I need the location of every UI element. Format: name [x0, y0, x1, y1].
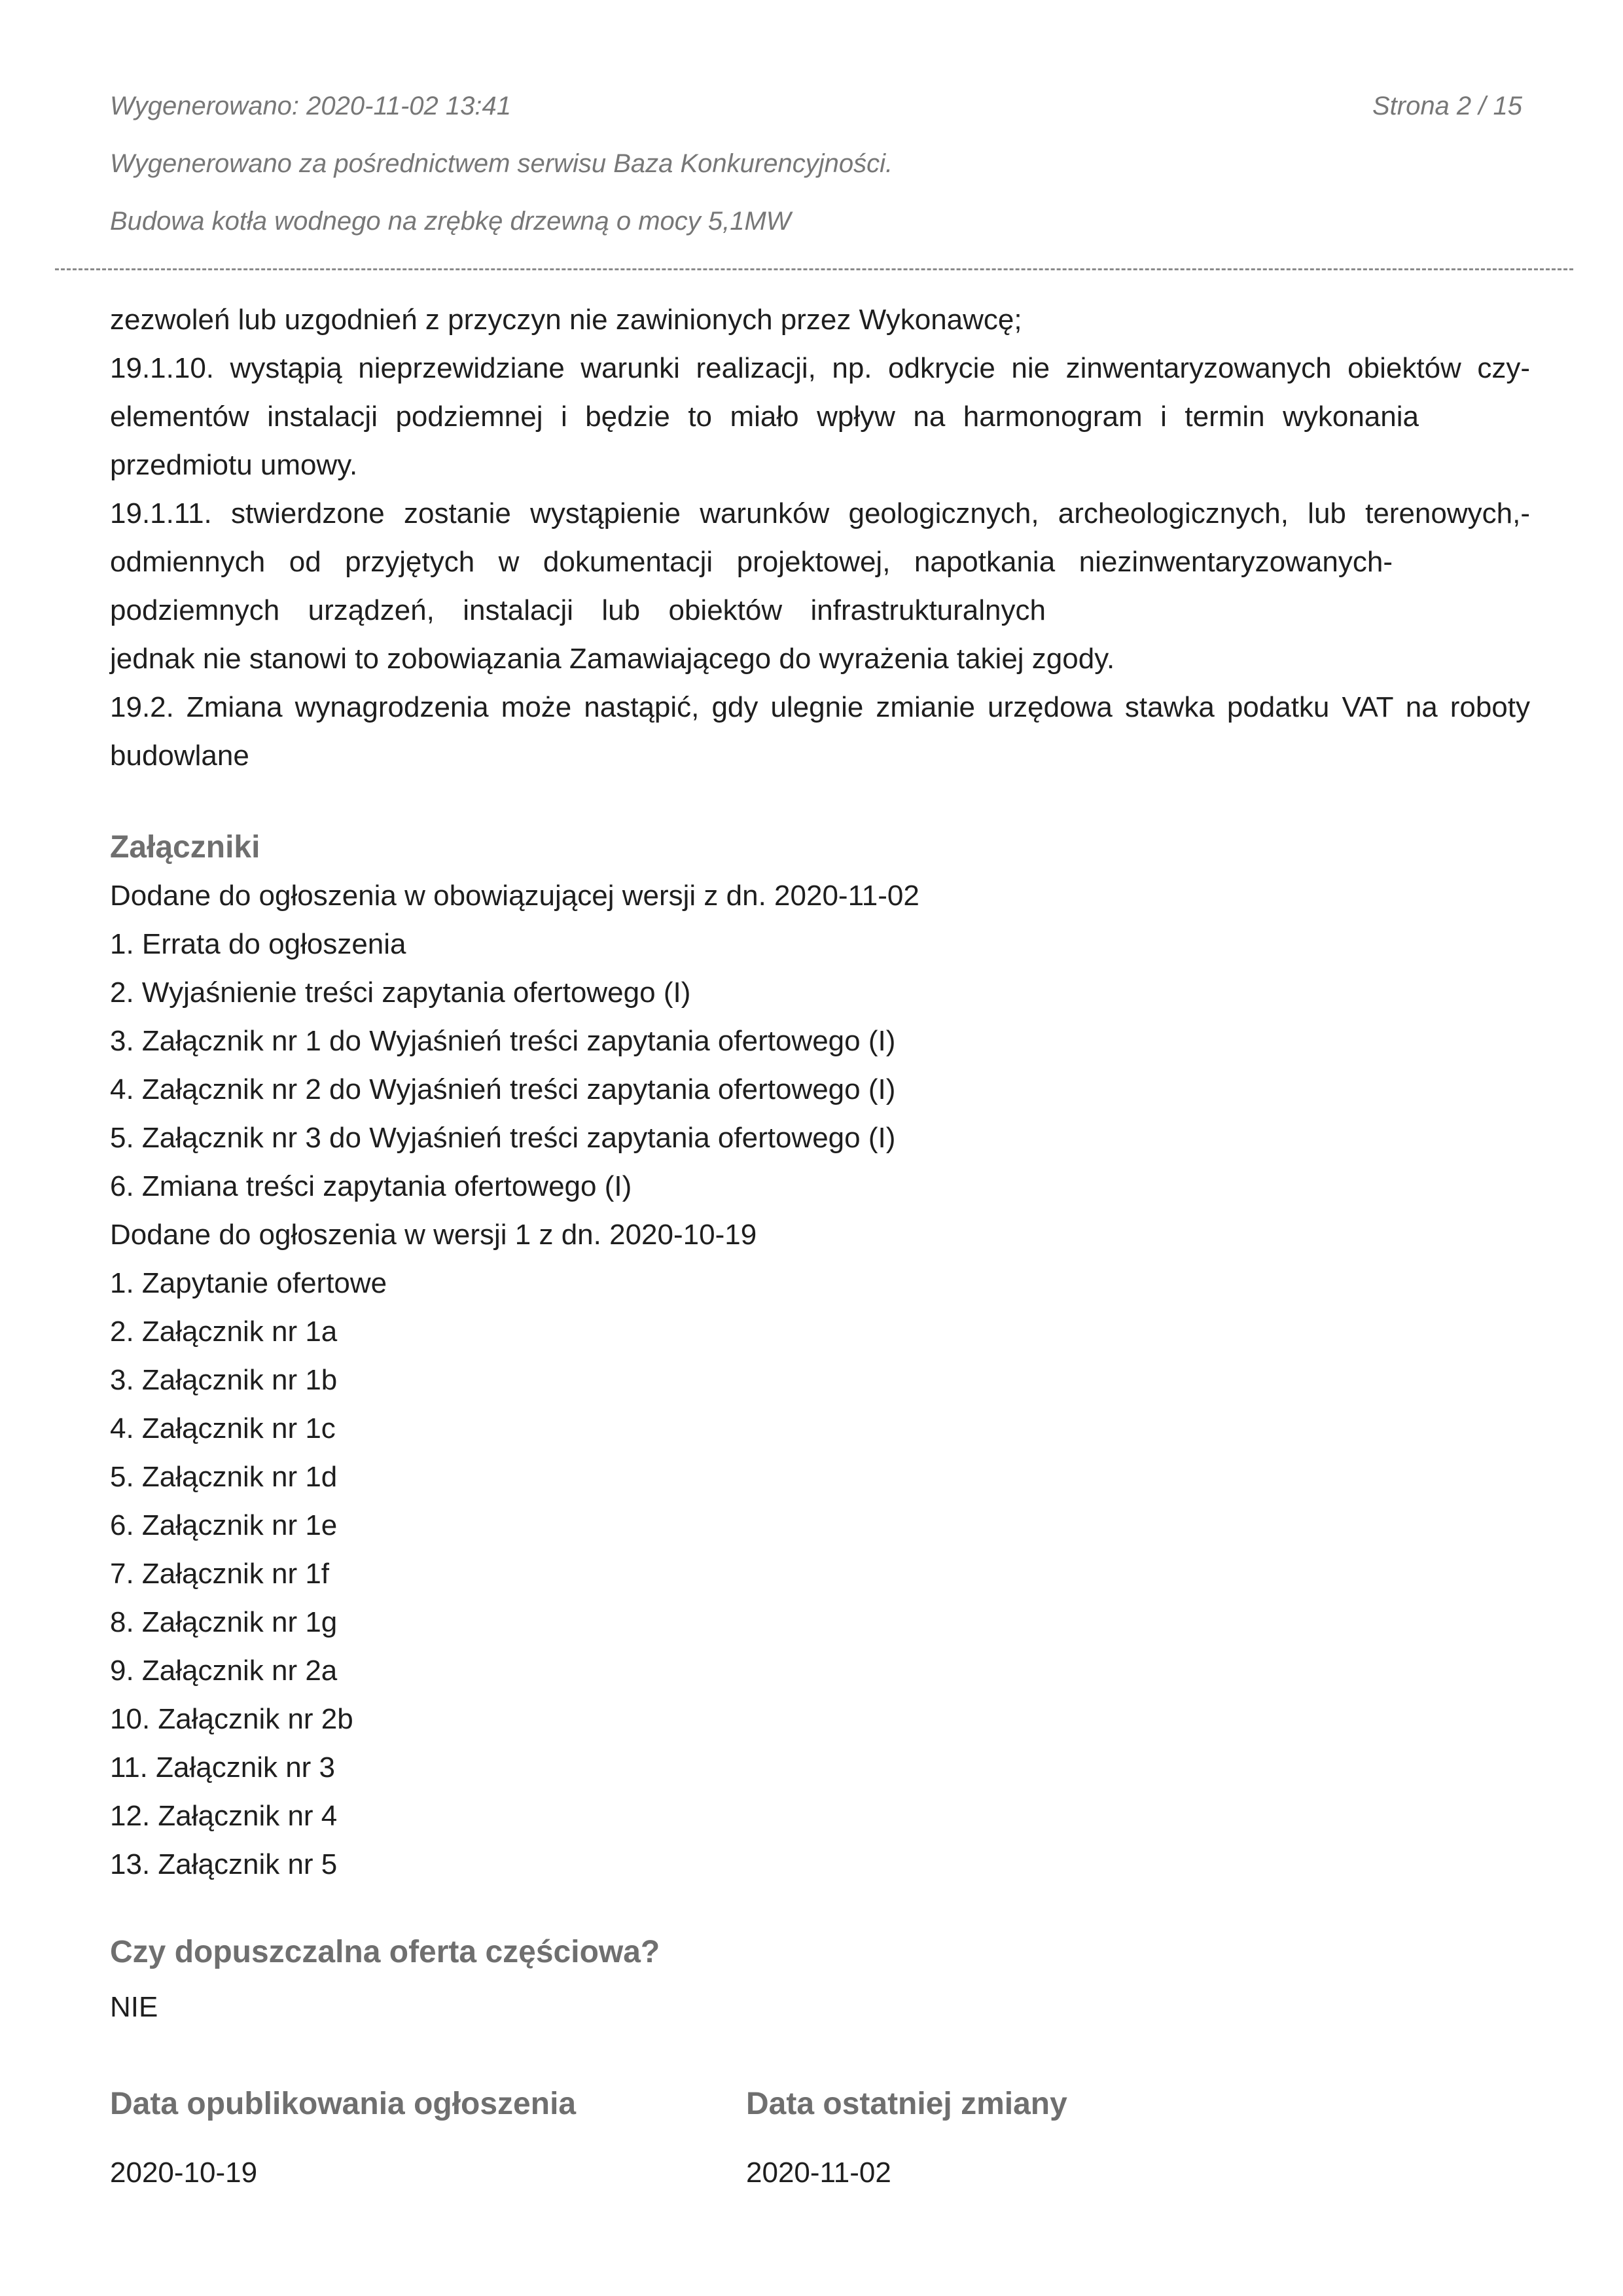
- generated-timestamp: Wygenerowano: 2020-11-02 13:41: [110, 92, 512, 120]
- attachment-link[interactable]: 3. Załącznik nr 1b: [110, 1364, 338, 1396]
- modified-date-heading: Data ostatniej zmiany: [746, 2087, 1067, 2121]
- body-line: budowlane: [110, 740, 249, 772]
- body-line: jednak nie stanowi to zobowiązania Zamawiającego do wyrażenia takiej zgody.: [110, 643, 1115, 675]
- attachments-current-list: [110, 920, 1530, 1211]
- body-line: 19.1.10. wystąpią nieprzewidziane warunki realizacji, np. odkrycie nie zinwentaryzowanych obiektów czy-: [110, 352, 1530, 384]
- attachment-link[interactable]: 3. Załącznik nr 1 do Wyjaśnień treści zapytania ofertowego (I): [110, 1025, 896, 1057]
- body-line: 19.1.11. stwierdzone zostanie wystąpienie warunków geologicznych, archeologicznych, lub terenowych,-: [110, 497, 1530, 529]
- attachment-link[interactable]: 2. Wyjaśnienie treści zapytania ofertowego (I): [110, 977, 691, 1009]
- page-number: Strona 2 / 15: [1372, 92, 1522, 120]
- attachments-heading: Załączniki: [110, 830, 260, 865]
- attachment-link[interactable]: 1. Errata do ogłoszenia: [110, 928, 406, 960]
- attachment-link[interactable]: 8. Załącznik nr 1g: [110, 1606, 338, 1638]
- published-date-block: [110, 2081, 576, 2193]
- attachment-link[interactable]: 7. Załącznik nr 1f: [110, 1558, 330, 1590]
- service-note: Wygenerowano za pośrednictwem serwisu Baza Konkurencyjności.: [110, 149, 893, 178]
- body-line: przedmiotu umowy.: [110, 449, 358, 481]
- attachment-link[interactable]: 12. Załącznik nr 4: [110, 1800, 338, 1832]
- document-title: Budowa kotła wodnego na zrębkę drzewną o mocy 5,1MW: [110, 207, 791, 236]
- body-line: zezwoleń lub uzgodnień z przyczyn nie zawinionych przez Wykonawcę;: [110, 304, 1022, 336]
- document-content: [110, 296, 1530, 2032]
- attachment-link[interactable]: 13. Załącznik nr 5: [110, 1848, 338, 1880]
- modified-date-value: 2020-11-02: [746, 2157, 891, 2189]
- attachment-link[interactable]: 9. Załącznik nr 2a: [110, 1655, 338, 1687]
- body-text: [110, 296, 1530, 780]
- attachments-v1-intro: Dodane do ogłoszenia w wersji 1 z dn. 2020-10-19: [110, 1219, 757, 1251]
- published-date-value: 2020-10-19: [110, 2157, 258, 2189]
- attachment-link[interactable]: 5. Załącznik nr 3 do Wyjaśnień treści zapytania ofertowego (I): [110, 1122, 896, 1154]
- body-line: elementów instalacji podziemnej i będzie to miało wpływ na harmonogram i termin wykonania: [110, 401, 1419, 433]
- partial-offer-value: NIE: [110, 1991, 158, 2023]
- attachment-link[interactable]: 11. Załącznik nr 3: [110, 1751, 336, 1784]
- body-line: 19.2. Zmiana wynagrodzenia może nastąpić, gdy ulegnie zmianie urzędowa stawka podatku VAT na roboty: [110, 691, 1530, 723]
- attachment-link[interactable]: 2. Załącznik nr 1a: [110, 1316, 338, 1348]
- attachment-link[interactable]: 4. Załącznik nr 2 do Wyjaśnień treści zapytania ofertowego (I): [110, 1073, 896, 1105]
- header-divider: [55, 268, 1573, 270]
- published-date-heading: Data opublikowania ogłoszenia: [110, 2087, 577, 2121]
- partial-offer-heading: Czy dopuszczalna oferta częściowa?: [110, 1935, 660, 1969]
- modified-date-block: [746, 2081, 1067, 2193]
- body-line: podziemnych urządzeń, instalacji lub obiektów infrastrukturalnych: [110, 594, 1046, 626]
- attachment-link[interactable]: 10. Załącznik nr 2b: [110, 1703, 353, 1735]
- attachment-link[interactable]: 6. Załącznik nr 1e: [110, 1509, 338, 1541]
- attachment-link[interactable]: 4. Załącznik nr 1c: [110, 1412, 336, 1444]
- attachments-v1-list: [110, 1259, 1530, 1889]
- attachment-link[interactable]: 1. Zapytanie ofertowe: [110, 1267, 387, 1299]
- attachment-link[interactable]: 5. Załącznik nr 1d: [110, 1461, 338, 1493]
- attachments-current-intro: Dodane do ogłoszenia w obowiązującej wersji z dn. 2020-11-02: [110, 880, 919, 912]
- attachment-link[interactable]: 6. Zmiana treści zapytania ofertowego (I): [110, 1170, 632, 1202]
- body-line: odmiennych od przyjętych w dokumentacji projektowej, napotkania niezinwentaryzowanych-: [110, 546, 1393, 578]
